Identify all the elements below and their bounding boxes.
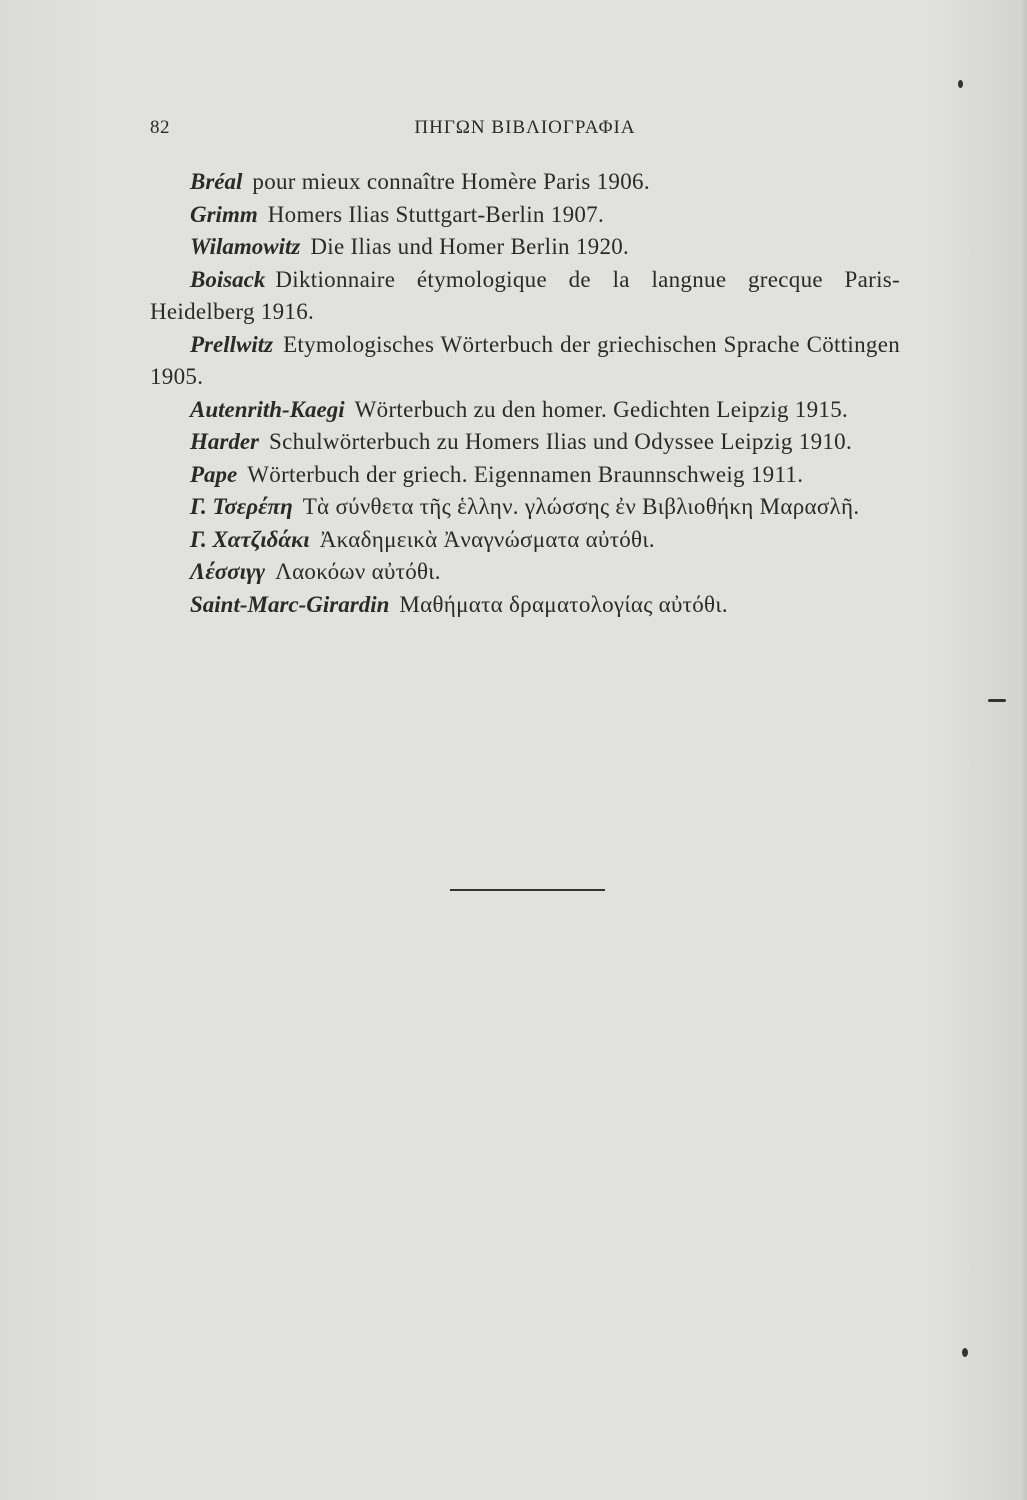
entry-author: Wilamowitz — [190, 234, 301, 259]
entry-work: Schulwörterbuch zu Homers Ilias und Odyssee Leipzig 1910. — [269, 429, 853, 454]
entry-work: Wörterbuch zu den homer. Gedichten Leipzig 1915. — [354, 396, 849, 422]
entry-author: Saint-Marc-Girardin — [190, 591, 390, 617]
running-head — [150, 117, 900, 147]
entry-work: Τὰ σύνθετα τῆς ἑλλην. γλώσσης ἐν Βιβλιοθήκη Μαρασλῆ. — [302, 494, 860, 519]
ink-speck — [958, 80, 963, 88]
ink-speck — [962, 1348, 968, 1357]
entry-author: Pape — [190, 461, 238, 487]
entry-author: Bréal — [190, 169, 243, 194]
entry-work: Diktionnaire étymologique de la langnue grecque Paris-Heidelberg 1916. — [150, 266, 900, 324]
entry-author: Λέσσιγγ — [190, 559, 266, 584]
entry-work: Wörterbuch der griech. Eigennamen Braunnschweig 1911. — [247, 461, 804, 487]
bibliography-entry — [150, 524, 900, 557]
entry-author: Γ. Τσερέπη — [190, 494, 293, 519]
bibliography-entry — [150, 166, 900, 199]
entry-author: Prellwitz — [190, 331, 274, 357]
bibliography-entry — [150, 556, 900, 589]
entry-author: Grimm — [190, 201, 258, 227]
entry-author: Γ. Χατζιδάκι — [190, 526, 310, 552]
page-number: 82 — [150, 117, 170, 138]
bibliography-entry — [150, 199, 900, 232]
header-title: ΠΗΓΩΝ ΒΙΒΛΙΟΓΡΑΦΙΑ — [414, 117, 636, 138]
bibliography-entry — [150, 329, 900, 394]
bibliography-entry — [150, 491, 900, 524]
entry-work: pour mieux connaître Homère Paris 1906. — [252, 169, 650, 194]
end-rule — [450, 889, 605, 891]
bibliography-entry — [150, 264, 900, 329]
bibliography-list — [150, 166, 900, 621]
page-edge — [1019, 0, 1027, 1500]
entry-author: Boisack — [190, 266, 266, 292]
bibliography-entry — [150, 459, 900, 492]
entry-author: Autenrith-Kaegi — [190, 396, 345, 422]
entry-work: Μαθήματα δραματολογίας αὐτόθι. — [399, 591, 728, 617]
entry-work: Ἀκαδημεικὰ Ἀναγνώσματα αὐτόθι. — [319, 526, 655, 552]
entry-author: Harder — [190, 429, 259, 454]
bibliography-entry — [150, 394, 900, 427]
bibliography-entry — [150, 426, 900, 459]
entry-work: Etymologisches Wörterbuch der griechischen Sprache Cöttingen 1905. — [150, 331, 900, 389]
ink-speck — [988, 699, 1006, 702]
bibliography-entry — [150, 589, 900, 622]
bibliography-entry — [150, 231, 900, 264]
entry-work: Die Ilias und Homer Berlin 1920. — [310, 234, 630, 259]
entry-work: Homers Ilias Stuttgart-Berlin 1907. — [267, 201, 605, 227]
entry-work: Λαοκόων αὐτόθι. — [275, 559, 441, 584]
